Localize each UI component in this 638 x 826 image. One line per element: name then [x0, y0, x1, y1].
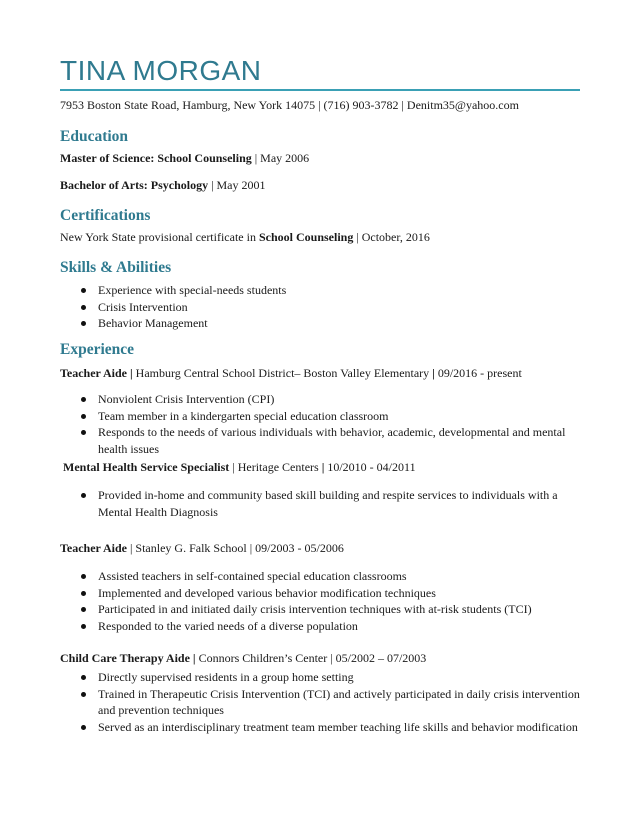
job-bullets	[60, 391, 580, 457]
skills-list	[60, 282, 580, 332]
job-role: Teacher Aide	[60, 366, 128, 380]
header-divider	[60, 89, 580, 91]
education-heading: Education	[60, 128, 129, 145]
list-item: Trained in Therapeutic Crisis Intervention (TCI) and actively participated in daily crisis intervention and prevention techniques	[60, 686, 580, 719]
degree-name: Bachelor of Arts: Psychology	[60, 178, 209, 192]
job-org: Hamburg Central School District– Boston Valley Elementary	[135, 366, 430, 380]
education-entry	[60, 151, 309, 166]
certification-field: School Counseling	[258, 230, 354, 244]
list-item: Behavior Management	[60, 315, 580, 332]
job-header: Teacher Aide | Stanley G. Falk School | 09/2003 - 05/2006	[60, 541, 344, 555]
list-item: Assisted teachers in self-contained special education classrooms	[60, 568, 580, 585]
job-dates: 05/2002 – 07/2003	[335, 651, 427, 665]
separator: |	[251, 151, 261, 165]
job-role: Mental Health Service Specialist	[63, 460, 230, 474]
job-role: Child Care Therapy Aide	[60, 651, 190, 665]
job-dates: 10/2010 - 04/2011	[327, 460, 416, 474]
certification-date: | October, 2016	[353, 230, 430, 244]
job-header: Mental Health Service Specialist | Heritage Centers | 10/2010 - 04/2011	[63, 460, 416, 474]
job-dates: 09/2003 - 05/2006	[255, 541, 344, 555]
job-role: Teacher Aide	[60, 541, 128, 555]
certifications-heading: Certifications	[60, 207, 151, 224]
job-bullets	[60, 487, 580, 520]
separator: |	[208, 178, 217, 192]
list-item: Implemented and developed various behavior modification techniques	[60, 585, 580, 602]
job-bullets	[60, 568, 580, 634]
list-item: Provided in-home and community based skill building and respite services to individuals with a Mental Health Diagnosis	[60, 487, 580, 520]
list-item: Team member in a kindergarten special education classroom	[60, 408, 580, 425]
contact-line: 7953 Boston State Road, Hamburg, New York 14075 | (716) 903-3782 | Denitm35@yahoo.com	[60, 98, 519, 112]
list-item: Nonviolent Crisis Intervention (CPI)	[60, 391, 580, 408]
certification-prefix: New York State provisional certificate in	[60, 230, 259, 244]
degree-date: May 2006	[260, 151, 310, 165]
education-entry	[60, 178, 266, 193]
job-org: Stanley G. Falk School	[135, 541, 247, 555]
degree-name: Master of Science: School Counseling	[60, 151, 252, 165]
job-bullets	[60, 669, 580, 735]
job-header: Teacher Aide | Hamburg Central School District– Boston Valley Elementary | 09/2016 - present	[60, 366, 522, 380]
job-dates: 09/2016 - present	[437, 366, 522, 380]
list-item: Directly supervised residents in a group home setting	[60, 669, 580, 686]
job-org: Connors Children’s Center	[198, 651, 328, 665]
certification-entry	[60, 230, 430, 245]
experience-heading: Experience	[60, 341, 135, 358]
degree-date: May 2001	[216, 178, 266, 192]
list-item: Responded to the varied needs of a diverse population	[60, 618, 580, 635]
list-item: Crisis Intervention	[60, 299, 580, 316]
list-item: Participated in and initiated daily crisis intervention techniques with at-risk students (TCI)	[60, 601, 580, 618]
list-item: Experience with special-needs students	[60, 282, 580, 299]
resume-name: TINA MORGAN	[60, 55, 262, 86]
job-header: Child Care Therapy Aide | Connors Children’s Center | 05/2002 – 07/2003	[60, 651, 427, 665]
skills-heading: Skills & Abilities	[60, 259, 172, 276]
list-item: Responds to the needs of various individuals with behavior, academic, developmental and mental health issues	[60, 424, 580, 457]
job-org: Heritage Centers	[237, 460, 319, 474]
list-item: Served as an interdisciplinary treatment team member teaching life skills and behavior modification	[60, 719, 580, 736]
